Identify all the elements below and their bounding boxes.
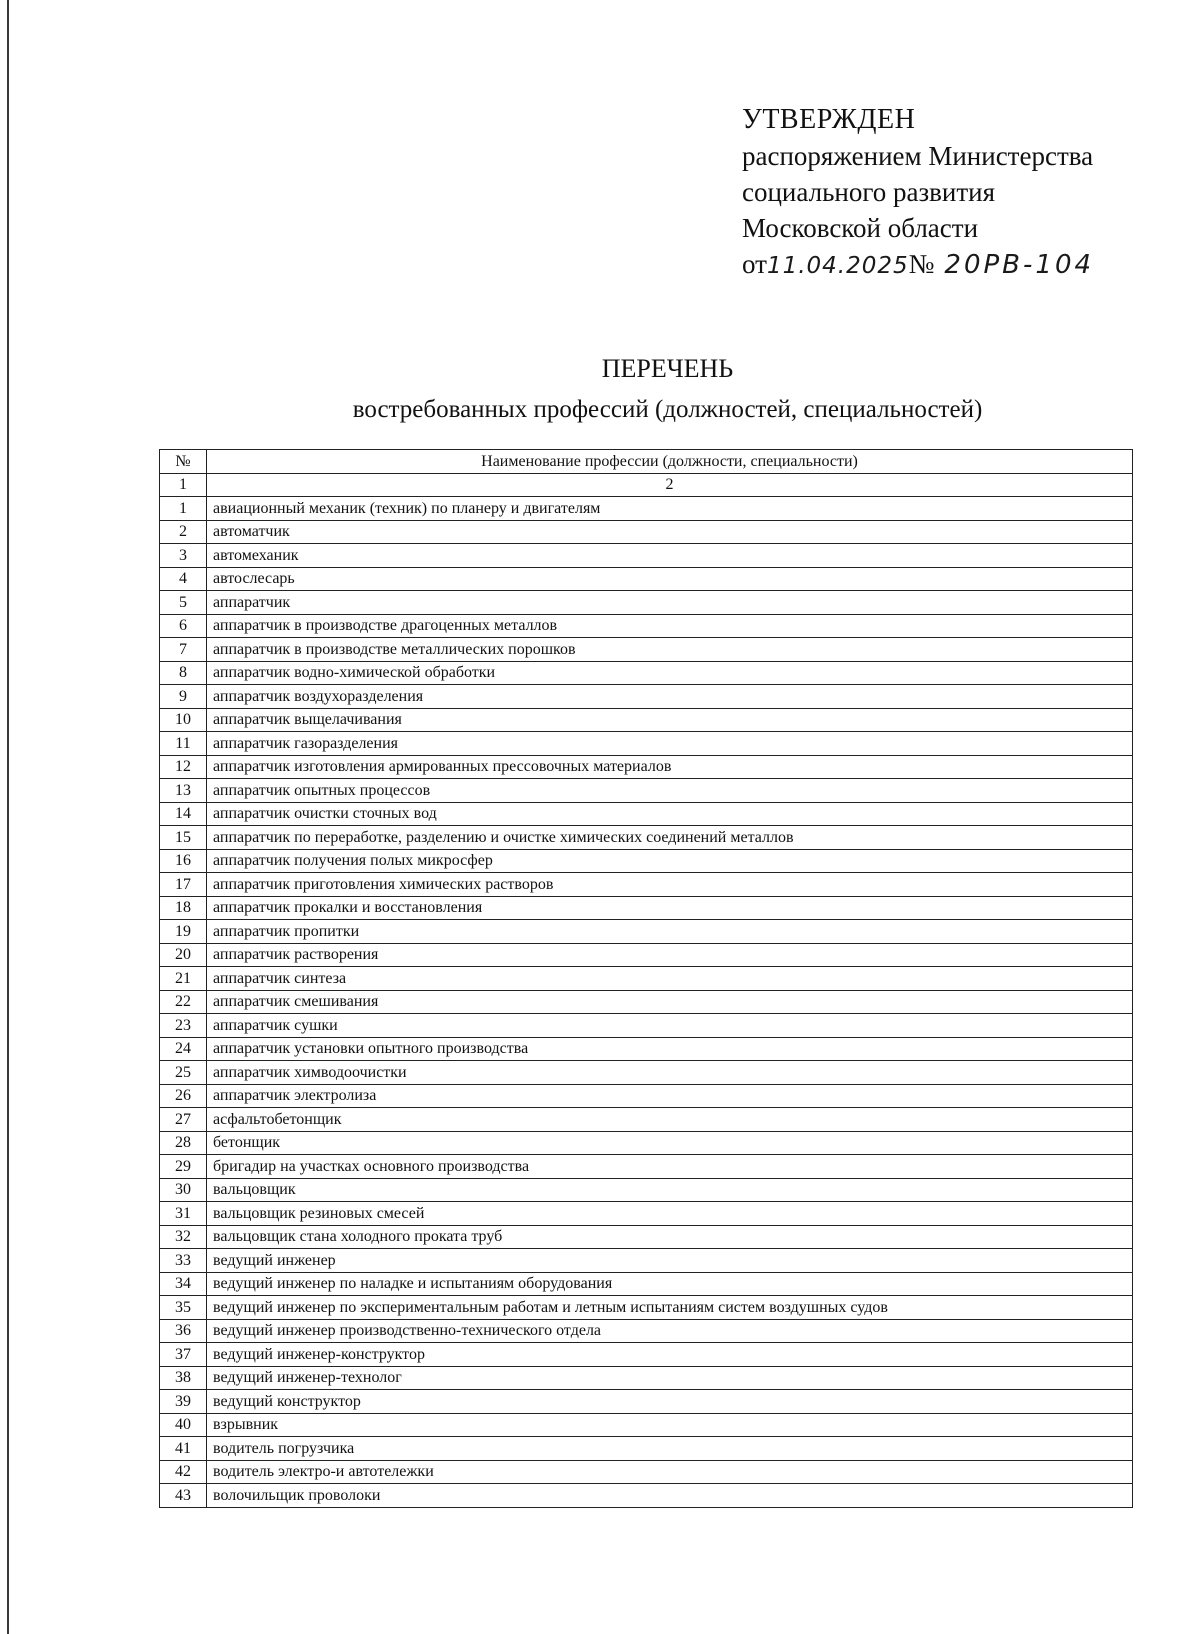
table-row xyxy=(160,873,1133,897)
header-number: № xyxy=(160,450,207,474)
table-row xyxy=(160,849,1133,873)
table-row xyxy=(160,1131,1133,1155)
row-number: 20 xyxy=(160,943,207,967)
row-number: 34 xyxy=(160,1272,207,1296)
table-row xyxy=(160,544,1133,568)
table-row xyxy=(160,1484,1133,1508)
table-row xyxy=(160,1272,1133,1296)
row-profession-name: аппаратчик синтеза xyxy=(207,967,1133,991)
row-profession-name: волочильщик проволоки xyxy=(207,1484,1133,1508)
row-profession-name: ведущий инженер по наладке и испытаниям оборудования xyxy=(207,1272,1133,1296)
row-profession-name: аппаратчик воздухоразделения xyxy=(207,685,1133,709)
table-row xyxy=(160,1037,1133,1061)
document-title: ПЕРЕЧЕНЬ xyxy=(601,354,734,383)
row-profession-name: аппаратчик прокалки и восстановления xyxy=(207,896,1133,920)
table-row xyxy=(160,685,1133,709)
row-profession-name: аппаратчик растворения xyxy=(207,943,1133,967)
row-number: 7 xyxy=(160,638,207,662)
table-row xyxy=(160,755,1133,779)
row-profession-name: вальцовщик резиновых смесей xyxy=(207,1202,1133,1226)
column-number-row xyxy=(160,473,1133,497)
row-profession-name: аппаратчик очистки сточных вод xyxy=(207,802,1133,826)
table-row xyxy=(160,967,1133,991)
row-number: 14 xyxy=(160,802,207,826)
row-profession-name: аппаратчик выщелачивания xyxy=(207,708,1133,732)
approval-line-3: Московской области xyxy=(742,213,979,243)
row-number: 31 xyxy=(160,1202,207,1226)
table-row xyxy=(160,614,1133,638)
row-profession-name: асфальтобетонщик xyxy=(207,1108,1133,1132)
handwritten-date: 11.04.2025 xyxy=(766,253,909,279)
row-profession-name: аппаратчик установки опытного производства xyxy=(207,1037,1133,1061)
approval-title: УТВЕРЖДЕН xyxy=(742,104,916,135)
row-profession-name: водитель электро-и автотележки xyxy=(207,1460,1133,1484)
row-profession-name: ведущий конструктор xyxy=(207,1390,1133,1414)
row-number: 8 xyxy=(160,661,207,685)
row-profession-name: аппаратчик смешивания xyxy=(207,990,1133,1014)
row-profession-name: аппаратчик в производстве драгоценных металлов xyxy=(207,614,1133,638)
row-number: 3 xyxy=(160,544,207,568)
row-profession-name: аппаратчик электролиза xyxy=(207,1084,1133,1108)
table-row xyxy=(160,708,1133,732)
row-profession-name: автослесарь xyxy=(207,567,1133,591)
row-profession-name: водитель погрузчика xyxy=(207,1437,1133,1461)
row-profession-name: аппаратчик в производстве металлических порошков xyxy=(207,638,1133,662)
row-number: 22 xyxy=(160,990,207,1014)
table-row xyxy=(160,943,1133,967)
row-number: 9 xyxy=(160,685,207,709)
row-number: 36 xyxy=(160,1319,207,1343)
row-profession-name: ведущий инженер производственно-технического отдела xyxy=(207,1319,1133,1343)
row-number: 41 xyxy=(160,1437,207,1461)
table-row xyxy=(160,1202,1133,1226)
row-profession-name: аппаратчик газоразделения xyxy=(207,732,1133,756)
table-row xyxy=(160,779,1133,803)
table-row xyxy=(160,896,1133,920)
table-row xyxy=(160,802,1133,826)
row-number: 42 xyxy=(160,1460,207,1484)
row-profession-name: ведущий инженер-конструктор xyxy=(207,1343,1133,1367)
row-number: 38 xyxy=(160,1366,207,1390)
table-row xyxy=(160,1319,1133,1343)
row-profession-name: аппаратчик приготовления химических растворов xyxy=(207,873,1133,897)
table-row xyxy=(160,1084,1133,1108)
row-number: 28 xyxy=(160,1131,207,1155)
row-number: 43 xyxy=(160,1484,207,1508)
table-row xyxy=(160,1296,1133,1320)
table-row xyxy=(160,1366,1133,1390)
row-number: 5 xyxy=(160,591,207,615)
row-profession-name: бригадир на участках основного производства xyxy=(207,1155,1133,1179)
row-number: 4 xyxy=(160,567,207,591)
row-number: 24 xyxy=(160,1037,207,1061)
row-profession-name: аппаратчик пропитки xyxy=(207,920,1133,944)
row-number: 29 xyxy=(160,1155,207,1179)
date-prefix: от xyxy=(742,249,767,279)
row-number: 19 xyxy=(160,920,207,944)
table-row xyxy=(160,1061,1133,1085)
table-row xyxy=(160,1249,1133,1273)
row-profession-name: ведущий инженер по экспериментальным работам и летным испытаниям систем воздушных судов xyxy=(207,1296,1133,1320)
row-number: 32 xyxy=(160,1225,207,1249)
row-number: 6 xyxy=(160,614,207,638)
table-body xyxy=(160,497,1133,1508)
row-number: 18 xyxy=(160,896,207,920)
table-row xyxy=(160,591,1133,615)
professions-table xyxy=(159,449,1133,1508)
table-row xyxy=(160,1225,1133,1249)
row-profession-name: авиационный механик (техник) по планеру и двигателям xyxy=(207,497,1133,521)
table-row xyxy=(160,1155,1133,1179)
row-profession-name: автомеханик xyxy=(207,544,1133,568)
row-profession-name: вальцовщик xyxy=(207,1178,1133,1202)
row-number: 30 xyxy=(160,1178,207,1202)
number-sign: № xyxy=(908,249,935,279)
approval-block xyxy=(742,102,1162,284)
table-row xyxy=(160,826,1133,850)
row-number: 2 xyxy=(160,520,207,544)
table-row xyxy=(160,1437,1133,1461)
row-profession-name: аппаратчик xyxy=(207,591,1133,615)
row-number: 13 xyxy=(160,779,207,803)
approval-line-2: социального развития xyxy=(742,177,996,207)
table-row xyxy=(160,638,1133,662)
row-profession-name: аппаратчик химводоочистки xyxy=(207,1061,1133,1085)
row-number: 27 xyxy=(160,1108,207,1132)
table-row xyxy=(160,1014,1133,1038)
row-number: 37 xyxy=(160,1343,207,1367)
row-number: 11 xyxy=(160,732,207,756)
row-number: 16 xyxy=(160,849,207,873)
table-row xyxy=(160,1460,1133,1484)
row-profession-name: аппаратчик сушки xyxy=(207,1014,1133,1038)
row-number: 17 xyxy=(160,873,207,897)
row-number: 12 xyxy=(160,755,207,779)
approval-date-line xyxy=(742,246,1162,284)
table-row xyxy=(160,497,1133,521)
row-profession-name: аппаратчик получения полых микросфер xyxy=(207,849,1133,873)
table-row xyxy=(160,920,1133,944)
row-number: 15 xyxy=(160,826,207,850)
row-profession-name: аппаратчик по переработке, разделению и очистке химических соединений металлов xyxy=(207,826,1133,850)
handwritten-number: 20РВ-104 xyxy=(944,250,1095,280)
table-row xyxy=(160,1390,1133,1414)
table-row xyxy=(160,1413,1133,1437)
document-subtitle: востребованных профессий (должностей, специальностей) xyxy=(352,396,983,423)
table-row xyxy=(160,1343,1133,1367)
table-row xyxy=(160,1178,1133,1202)
row-profession-name: аппаратчик изготовления армированных прессовочных материалов xyxy=(207,755,1133,779)
row-number: 23 xyxy=(160,1014,207,1038)
row-profession-name: вальцовщик стана холодного проката труб xyxy=(207,1225,1133,1249)
table-row xyxy=(160,661,1133,685)
row-number: 40 xyxy=(160,1413,207,1437)
column-number-2: 2 xyxy=(207,473,1133,497)
table-row xyxy=(160,567,1133,591)
row-profession-name: аппаратчик водно-химической обработки xyxy=(207,661,1133,685)
table-row xyxy=(160,732,1133,756)
scan-edge-line xyxy=(7,0,9,1634)
column-number-1: 1 xyxy=(160,473,207,497)
table-row xyxy=(160,1108,1133,1132)
row-profession-name: бетонщик xyxy=(207,1131,1133,1155)
approval-line-1: распоряжением Министерства xyxy=(742,141,1094,171)
table-row xyxy=(160,520,1133,544)
row-number: 25 xyxy=(160,1061,207,1085)
row-number: 10 xyxy=(160,708,207,732)
row-number: 21 xyxy=(160,967,207,991)
table-header-row xyxy=(160,450,1133,474)
row-number: 35 xyxy=(160,1296,207,1320)
row-profession-name: взрывник xyxy=(207,1413,1133,1437)
row-number: 26 xyxy=(160,1084,207,1108)
header-name: Наименование профессии (должности, специальности) xyxy=(207,450,1133,474)
row-number: 1 xyxy=(160,497,207,521)
table-row xyxy=(160,990,1133,1014)
row-profession-name: ведущий инженер-технолог xyxy=(207,1366,1133,1390)
row-profession-name: аппаратчик опытных процессов xyxy=(207,779,1133,803)
row-profession-name: автоматчик xyxy=(207,520,1133,544)
row-number: 39 xyxy=(160,1390,207,1414)
row-number: 33 xyxy=(160,1249,207,1273)
row-profession-name: ведущий инженер xyxy=(207,1249,1133,1273)
